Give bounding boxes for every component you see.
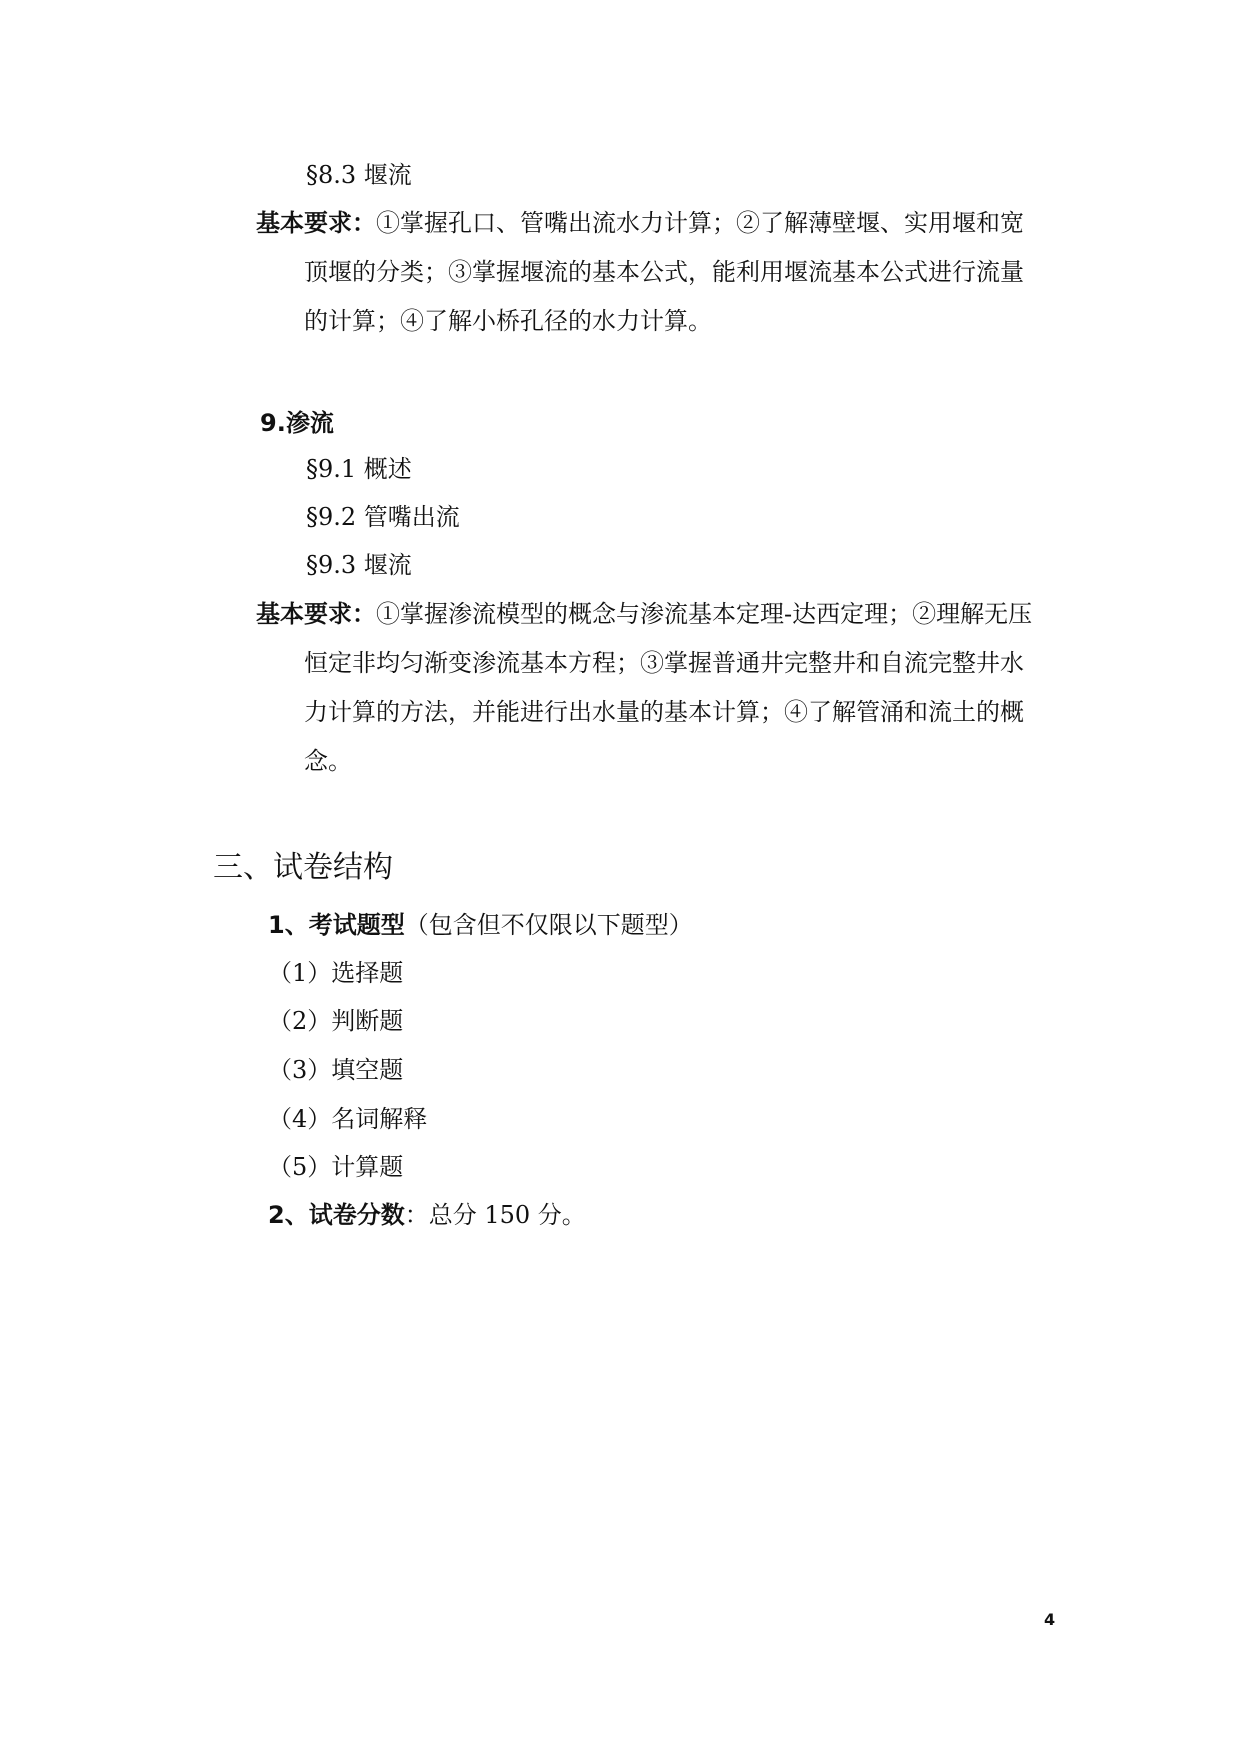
- question-type-item: （2）判断题: [268, 1007, 404, 1035]
- section-8-3-heading: §8.3 堰流: [306, 161, 412, 189]
- requirements-line-3: 的计算；④了解小桥孔径的水力计算。: [304, 307, 712, 335]
- section-9-2-heading: §9.2 管嘴出流: [306, 503, 460, 531]
- requirements-line-2: 顶堰的分类；③掌握堰流的基本公式，能利用堰流基本公式进行流量: [304, 258, 1024, 286]
- requirements-line-1: ①掌握渗流模型的概念与渗流基本定理-达西定理；②理解无压: [376, 600, 1033, 628]
- requirements-line-4: 念。: [304, 747, 352, 775]
- score-label: 2、试卷分数: [268, 1201, 405, 1229]
- question-type-item: （3）填空题: [268, 1056, 404, 1084]
- requirements-label: 基本要求：: [256, 600, 376, 628]
- question-types-note: （包含但不仅限以下题型）: [404, 911, 693, 939]
- part-3-heading: 三、试卷结构: [213, 850, 393, 885]
- exam-question-types: [268, 910, 693, 940]
- section-8-requirements: [256, 199, 1056, 346]
- section-9-requirements: [256, 590, 1056, 786]
- requirements-label: 基本要求：: [256, 209, 376, 237]
- exam-score: [268, 1200, 586, 1230]
- score-value: ：总分 150 分。: [404, 1201, 586, 1229]
- question-types-label: 1、考试题型: [268, 911, 405, 939]
- section-9-3-heading: §9.3 堰流: [306, 551, 412, 579]
- section-9-1-heading: §9.1 概述: [306, 455, 412, 483]
- requirements-line-2: 恒定非均匀渐变渗流基本方程；③掌握普通井完整井和自流完整井水: [304, 649, 1024, 677]
- chapter-9-title: 9.渗流: [260, 409, 334, 437]
- question-type-item: （4）名词解释: [268, 1105, 428, 1133]
- requirements-line-1: ①掌握孔口、管嘴出流水力计算；②了解薄壁堰、实用堰和宽: [376, 209, 1024, 237]
- question-type-item: （1）选择题: [268, 959, 404, 987]
- question-type-item: （5）计算题: [268, 1153, 404, 1181]
- requirements-line-3: 力计算的方法，并能进行出水量的基本计算；④了解管涌和流土的概: [304, 698, 1024, 726]
- page-number: 4: [1044, 1610, 1056, 1629]
